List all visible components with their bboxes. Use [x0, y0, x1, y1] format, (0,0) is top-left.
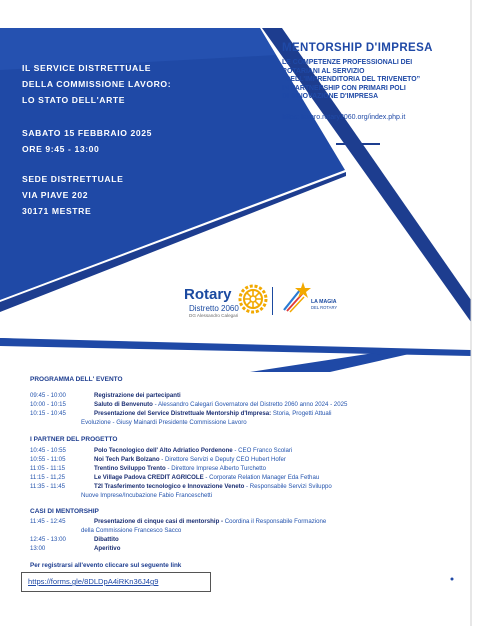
row-title: Presentazione di cinque casi di mentorship -: [94, 518, 224, 525]
subtitle-line: LE COMPETENZE PROFESSIONALI DEI: [282, 59, 413, 66]
program-row: [30, 401, 347, 408]
event-time: ORE 9:45 - 13:00: [22, 144, 100, 154]
magia-line: DEL ROTARY: [311, 305, 338, 310]
footer-rotary-wordmark: Rotary: [400, 567, 435, 579]
row-detail: - Direttore Servizi e Deputy CEO Hubert Hofer: [159, 456, 286, 463]
row-title: Le Village Padova CREDIT AGRICOLE: [94, 474, 204, 481]
region-line: Friuli Venezia Giulia: [390, 581, 438, 587]
row-time: 09:45 - 10:00: [30, 392, 66, 399]
row-detail: Storia, Progetti Attuali: [271, 410, 332, 417]
row-time: 11:35 - 11:45: [30, 483, 66, 490]
row-detail: - Corporate Relation Manager Eda Fethau: [203, 474, 320, 481]
case-row: [30, 518, 326, 525]
event-datetime: [22, 125, 152, 157]
governor-name: DG Alessandro Calegari: [189, 313, 239, 318]
row-title: Presentazione del Service Distrettuale Mentorship d'Impresa:: [94, 410, 272, 417]
case-row: [30, 536, 119, 543]
program-row: [30, 410, 332, 417]
row-title: Noi Tech Park Bolzano: [94, 456, 160, 463]
website-link[interactable]: https: lavoro.rotary2060.org/index.php.it: [282, 114, 406, 121]
row-time: 11:45 - 12:45: [30, 518, 66, 525]
partner-row: [30, 465, 266, 472]
row-time: 11:05 - 11:15: [30, 465, 66, 472]
event-venue: [22, 171, 123, 219]
mentorship-heading: MENTORSHIP D'IMPRESA: [282, 42, 433, 54]
logo-divider: [272, 287, 273, 315]
venue-line: 30171 MESTRE: [22, 206, 92, 216]
region-line: Trentino-Alto Adige/Südtirol: [381, 588, 447, 594]
row-detail: - Responsabile Servizi Sviluppo: [244, 483, 332, 490]
partner-row: [30, 456, 286, 463]
venue-line: VIA PIAVE 202: [22, 190, 89, 200]
case-row-continuation: della Commissione Francesco Sacco: [81, 527, 182, 534]
row-title: Aperitivo: [94, 545, 121, 552]
row-detail: - CEO Franco Scolari: [232, 447, 293, 454]
subtitle-line: ROTARIANI AL SERVIZIO: [282, 67, 365, 75]
event-title-line: DELLA COMMISSIONE LAVORO:: [22, 79, 172, 89]
subtitle-line: IN PARTNERSHIP CON PRIMARI POLI: [282, 84, 406, 92]
row-time: 13:00: [30, 545, 46, 552]
row-detail: - Alessandro Calegari Governatore del Distretto 2060 anno 2024 - 2025: [152, 401, 348, 408]
event-date: SABATO 15 FEBBRAIO 2025: [22, 128, 153, 138]
magia-star-icon: [280, 280, 312, 314]
row-time: 10:00 - 10:15: [30, 401, 66, 408]
partners-title: I PARTNER DEL PROGETTO: [30, 436, 118, 443]
footer-rotary-wheel-icon: [442, 569, 462, 589]
partner-row-continuation: Nuove Imprese/Incubazione Fabio Franceschetti: [81, 492, 213, 499]
event-title: [22, 60, 171, 108]
region-line: Veneto: [405, 595, 423, 601]
partner-row: [30, 447, 292, 454]
rotary-wheel-icon: [238, 284, 268, 314]
mentorship-subtitle: [282, 59, 420, 102]
rotary-wordmark: Rotary: [184, 286, 232, 303]
magia-line: LA MAGIA: [311, 299, 337, 305]
register-link-box[interactable]: [21, 572, 211, 592]
row-detail: Coordina il Responsabile Formazione: [223, 518, 327, 525]
magia-text: [311, 299, 337, 310]
case-row: [30, 545, 120, 552]
row-detail: - Direttore Imprese Alberto Turchetto: [165, 465, 267, 472]
program-title: PROGRAMMA DELL' EVENTO: [30, 376, 123, 383]
partner-row: [30, 483, 332, 490]
row-title: T2I Trasferimento tecnologico e Innovazione Veneto: [94, 483, 245, 490]
venue-line: SEDE DISTRETTUALE: [22, 174, 124, 184]
footer-district: Distretto 2060: [391, 558, 431, 565]
row-time: 10:55 - 11:05: [30, 456, 66, 463]
row-title: Dibattito: [94, 536, 119, 543]
event-title-line: IL SERVICE DISTRETTUALE: [22, 63, 152, 73]
row-title: Polo Tecnologico dell' Alto Adriatico Pordenone: [94, 447, 233, 454]
subtitle-line: DI INNOVAZIONE D'IMPRESA: [282, 93, 379, 101]
row-title: Trentino Sviluppo Trento: [94, 465, 166, 472]
subtitle-line: “DELL'IMPRENDITORIA DEL TRIVENETO”: [282, 76, 421, 84]
row-time: 10:15 - 10:45: [30, 410, 66, 417]
row-title: Saluto di Benvenuto: [94, 401, 153, 408]
row-time: 12:45 - 13:00: [30, 536, 66, 543]
register-link[interactable]: https://forms.gle/8DLDpA4iRKn36J4g9: [28, 577, 159, 586]
rotary-district-logo: [184, 286, 239, 318]
row-title: Registrazione dei partecipanti: [94, 392, 181, 399]
program-row: [30, 392, 181, 399]
row-time: 10:45 - 10:55: [30, 447, 66, 454]
cases-title: CASI DI MENTORSHIP: [30, 508, 99, 515]
event-title-line: LO STATO DELL'ARTE: [22, 95, 126, 105]
row-time: 11:15 - 11,25: [30, 474, 66, 481]
register-label: Per registrarsi all'evento cliccare sul seguente link: [30, 562, 182, 569]
program-row-continuation: Evoluzione - Giusy Mainardi Presidente Commissione Lavoro: [81, 419, 247, 426]
partner-row: [30, 474, 319, 481]
district-name: Distretto 2060: [189, 304, 239, 313]
